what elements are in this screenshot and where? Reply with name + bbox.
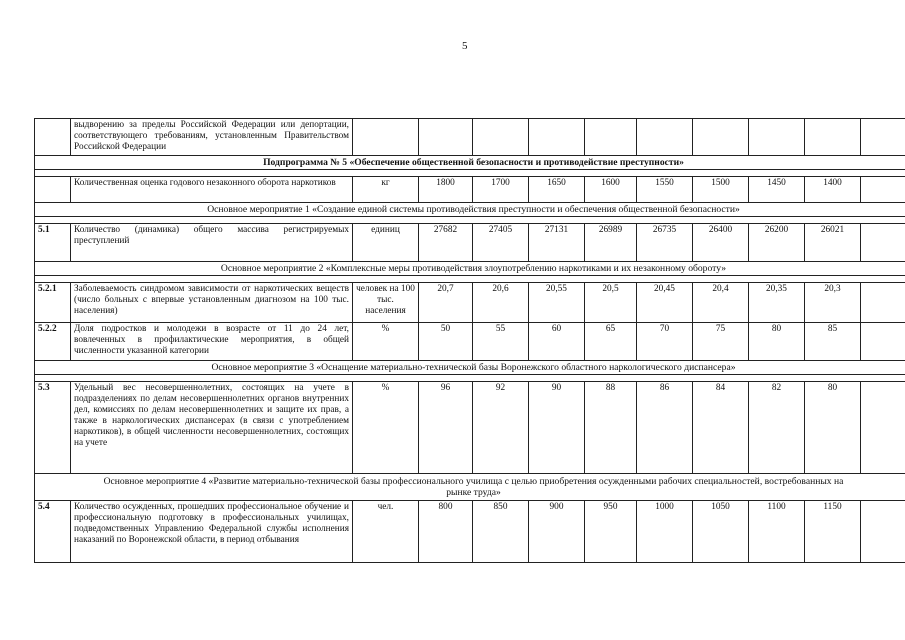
code-cell: 5.1 bbox=[35, 224, 71, 262]
value-cell: 80 bbox=[749, 323, 805, 361]
value-cell: 1500 bbox=[693, 177, 749, 203]
value-cell: 1400 bbox=[805, 177, 861, 203]
value-cell: 20,35 bbox=[749, 283, 805, 323]
unit-cell: % bbox=[353, 382, 419, 474]
measure-title: Основное мероприятие 1 «Создание единой системы противодействия преступности и обеспечения общественной безопасности» bbox=[35, 203, 905, 217]
measure-header-row bbox=[35, 262, 905, 276]
value-cell: 60 bbox=[529, 323, 585, 361]
value-cell: 82 bbox=[749, 382, 805, 474]
measure-title: Основное мероприятие 3 «Оснащение материально-технической базы Воронежского областного наркологического диспансера» bbox=[35, 361, 905, 375]
description-cell: Количественная оценка годового незаконного оборота наркотиков bbox=[71, 177, 353, 203]
value-cell: 20,3 bbox=[805, 283, 861, 323]
table-row bbox=[35, 119, 905, 156]
table-row bbox=[35, 177, 905, 203]
value-cell: 20,55 bbox=[529, 283, 585, 323]
value-cell: 1100 bbox=[749, 501, 805, 563]
table-row bbox=[35, 323, 905, 361]
unit-cell bbox=[353, 119, 419, 156]
value-cell: 27131 bbox=[529, 224, 585, 262]
value-cell: 84 bbox=[693, 382, 749, 474]
table-row bbox=[35, 382, 905, 474]
value-cell: 26200 bbox=[749, 224, 805, 262]
value-cell: 96 bbox=[419, 382, 473, 474]
value-cell: 20,4 bbox=[693, 283, 749, 323]
value-cell: 26400 bbox=[693, 224, 749, 262]
value-cell: 1550 bbox=[637, 177, 693, 203]
value-cell: 950 bbox=[585, 501, 637, 563]
subprogram-header-row bbox=[35, 156, 905, 170]
description-cell: Количество (динамика) общего массива регистрируемых преступлений bbox=[71, 224, 353, 262]
value-cell: 65 bbox=[585, 323, 637, 361]
indicators-table bbox=[34, 118, 905, 563]
value-cell: 1050 bbox=[693, 501, 749, 563]
value-cell: 1600 bbox=[585, 177, 637, 203]
spacer-row bbox=[35, 375, 905, 382]
value-cell: 20,7 bbox=[419, 283, 473, 323]
value-cell: 27682 bbox=[419, 224, 473, 262]
description-cell: Доля подростков и молодежи в возрасте от 11 до 24 лет, вовлеченных в профилактические мероприятия, в общей численности указанной категории bbox=[71, 323, 353, 361]
value-cell: 20,5 bbox=[585, 283, 637, 323]
value-cell: 80 bbox=[805, 382, 861, 474]
table-row bbox=[35, 501, 905, 563]
code-cell: 5.4 bbox=[35, 501, 71, 563]
value-cell: 800 bbox=[419, 501, 473, 563]
value-cell: 92 bbox=[473, 382, 529, 474]
value-cell: 850 bbox=[473, 501, 529, 563]
value-cell: 26021 bbox=[805, 224, 861, 262]
code-cell bbox=[35, 177, 71, 203]
spacer-row bbox=[35, 276, 905, 283]
value-cell: 70 bbox=[637, 323, 693, 361]
code-cell: 5.3 bbox=[35, 382, 71, 474]
description-cell: Удельный вес несовершеннолетних, состоящих на учете в подразделениях по делам несовершеннолетних органов внутренних дел, комиссиях по делам несовершеннолетних и защите их прав, а также в наркологических диспансерах (в связи с употреблением наркотиков), в общей численности несовершеннолетних, состоящих на учете bbox=[71, 382, 353, 474]
measure-title: Основное мероприятие 4 «Развитие материально-технической базы профессионального училища с целью приобретения осужденными рабочих специальностей, востребованных на рынке труда» bbox=[35, 474, 905, 501]
value-cell: 1450 bbox=[749, 177, 805, 203]
unit-cell: % bbox=[353, 323, 419, 361]
value-cell: 1650 bbox=[529, 177, 585, 203]
value-cell: 75 bbox=[693, 323, 749, 361]
code-cell: 5.2.2 bbox=[35, 323, 71, 361]
measure-header-row bbox=[35, 203, 905, 217]
table-row bbox=[35, 224, 905, 262]
value-cell: 26735 bbox=[637, 224, 693, 262]
value-cell: 1150 bbox=[805, 501, 861, 563]
description-cell: Количество осужденных, прошедших профессиональное обучение и профессиональную подготовку в профессиональных училищах, подведомственных Управлению Федеральной службы исполнения наказаний по Воронежской области, в период отбывания bbox=[71, 501, 353, 563]
value-cell: 86 bbox=[637, 382, 693, 474]
spacer-row bbox=[35, 170, 905, 177]
spacer-row bbox=[35, 217, 905, 224]
value-cell: 90 bbox=[529, 382, 585, 474]
value-cell: 50 bbox=[419, 323, 473, 361]
value-cell: 26989 bbox=[585, 224, 637, 262]
value-cell: 20,45 bbox=[637, 283, 693, 323]
unit-cell: единиц bbox=[353, 224, 419, 262]
value-cell: 85 bbox=[805, 323, 861, 361]
value-cell: 88 bbox=[585, 382, 637, 474]
measure-header-row bbox=[35, 361, 905, 375]
value-cell: 900 bbox=[529, 501, 585, 563]
value-cell: 27405 bbox=[473, 224, 529, 262]
unit-cell: чел. bbox=[353, 501, 419, 563]
code-cell bbox=[35, 119, 71, 156]
description-cell: Заболеваемость синдромом зависимости от наркотических веществ (число больных с впервые установленным диагнозом на 100 тыс. населения) bbox=[71, 283, 353, 323]
value-cell: 1700 bbox=[473, 177, 529, 203]
measure-header-row bbox=[35, 474, 905, 501]
code-cell: 5.2.1 bbox=[35, 283, 71, 323]
value-cell: 55 bbox=[473, 323, 529, 361]
unit-cell: кг bbox=[353, 177, 419, 203]
description-cell: выдворению за пределы Российской Федерации или депортации, соответствующего требованиям, установленным Правительством Российской Федерации bbox=[71, 119, 353, 156]
value-cell: 1800 bbox=[419, 177, 473, 203]
page-number: 5 bbox=[462, 40, 468, 52]
subprogram-title: Подпрограмма № 5 «Обеспечение общественной безопасности и противодействие преступности» bbox=[35, 156, 905, 170]
value-cell: 20,6 bbox=[473, 283, 529, 323]
table-row bbox=[35, 283, 905, 323]
unit-cell: человек на 100 тыс. населения bbox=[353, 283, 419, 323]
value-cell: 1000 bbox=[637, 501, 693, 563]
measure-title: Основное мероприятие 2 «Комплексные меры противодействия злоупотреблению наркотиками и их незаконному обороту» bbox=[35, 262, 905, 276]
